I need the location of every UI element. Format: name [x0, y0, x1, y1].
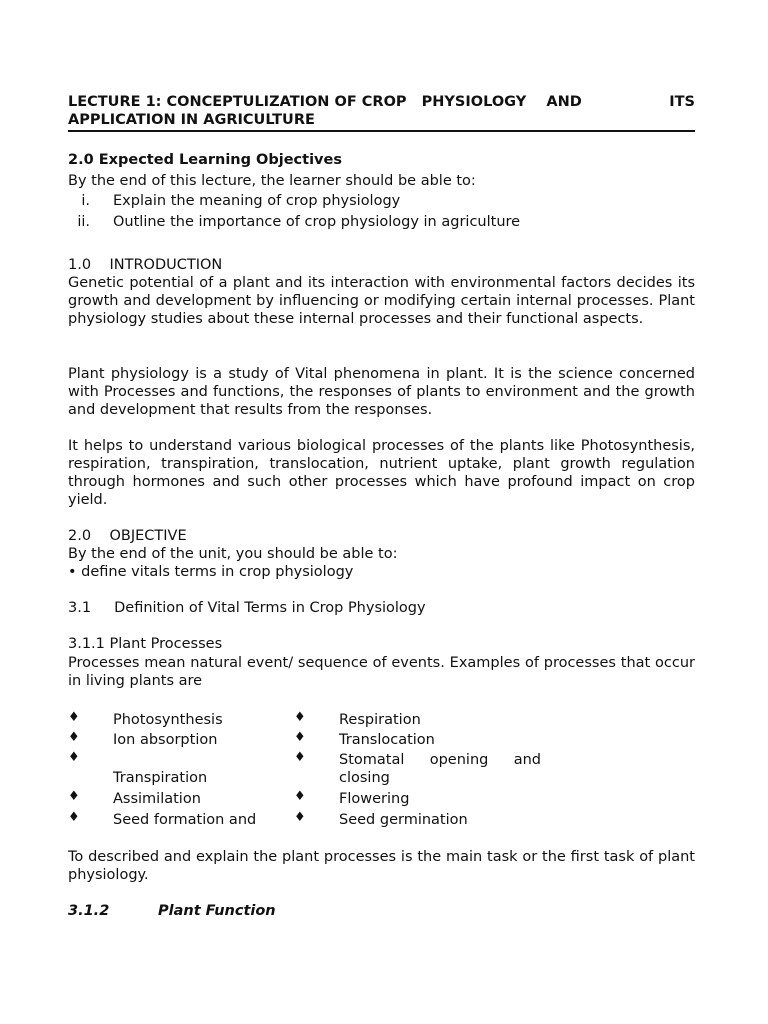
diamond-bullet-icon: ♦	[68, 710, 80, 725]
diamond-bullet-icon: ♦	[68, 789, 80, 804]
plant-function-num: 3.1.2	[68, 903, 110, 919]
diamond-bullet-icon: ♦	[294, 750, 306, 765]
diamond-bullet-icon: ♦	[68, 730, 80, 745]
process-item-label: Seed formation and	[113, 812, 257, 828]
diamond-bullet-icon: ♦	[294, 810, 306, 825]
plant-processes-heading: 3.1.1 Plant Processes	[68, 636, 223, 652]
process-item-label-stomatal	[339, 752, 541, 768]
process-item-label: Respiration	[339, 712, 421, 728]
introduction-para-3: It helps to understand various biological processes of the plants like Photosynthesis, respiration, transpiration, translocation, nutrient uptake, plant growth regulation through hormones and such other processes which have profound impact on crop yield.	[68, 438, 695, 508]
objective-heading: 2.0 OBJECTIVE	[68, 528, 187, 544]
plant-function-label: Plant Function	[158, 903, 276, 919]
title-line2: APPLICATION IN AGRICULTURE	[68, 112, 315, 128]
objective-item-2-text: Outline the importance of crop physiology in agriculture	[113, 214, 521, 230]
title-underline	[68, 130, 695, 132]
stomatal-word: Stomatal	[339, 752, 405, 768]
diamond-bullet-icon: ♦	[68, 750, 80, 765]
objectives-heading: 2.0 Expected Learning Objectives	[68, 152, 342, 168]
objective-item-2	[68, 214, 668, 230]
introduction-heading: 1.0 INTRODUCTION	[68, 257, 223, 273]
closing-para: To described and explain the plant processes is the main task or the first task of plant physiology.	[68, 849, 695, 883]
opening-word: opening	[429, 752, 489, 768]
process-item-label: Assimilation	[113, 791, 201, 807]
objective-item-1-num: i.	[81, 193, 90, 209]
process-item-label: Transpiration	[113, 770, 208, 786]
objective-intro: By the end of the unit, you should be able to:	[68, 546, 398, 562]
plant-processes-para: Processes mean natural event/ sequence of events. Examples of processes that occur in living plants are	[68, 655, 695, 689]
plant-function-heading	[68, 902, 695, 920]
process-item-label: Seed germination	[339, 812, 468, 828]
closing-word: closing	[339, 770, 390, 786]
title-line1-left: LECTURE 1: CONCEPTULIZATION OF CROP PHYSIOLOGY AND	[68, 94, 582, 110]
process-item-label: Ion absorption	[113, 732, 218, 748]
lecture-title	[68, 93, 695, 129]
diamond-bullet-icon: ♦	[68, 810, 80, 825]
process-item-label: Translocation	[339, 732, 435, 748]
and-word: and	[513, 752, 541, 768]
objective-item-1-text: Explain the meaning of crop physiology	[113, 193, 401, 209]
process-item-label: Flowering	[339, 791, 410, 807]
title-line1-right: ITS	[669, 94, 695, 110]
objective-item-2-num: ii.	[77, 214, 90, 230]
objective-bullet: • define vitals terms in crop physiology	[68, 564, 354, 580]
definition-heading: 3.1 Definition of Vital Terms in Crop Physiology	[68, 600, 426, 616]
diamond-bullet-icon: ♦	[294, 789, 306, 804]
introduction-para-2: Plant physiology is a study of Vital phenomena in plant. It is the science concerned with Processes and functions, the responses of plants to environment and the growth and development that results from the responses.	[68, 366, 695, 418]
process-item-label: Photosynthesis	[113, 712, 223, 728]
objectives-intro: By the end of this lecture, the learner should be able to:	[68, 173, 476, 189]
diamond-bullet-icon: ♦	[294, 730, 306, 745]
introduction-para-1: Genetic potential of a plant and its interaction with environmental factors decides its growth and development by influencing or modifying certain internal processes. Plant physiology studies about these internal processes and their functional aspects.	[68, 275, 695, 327]
diamond-bullet-icon: ♦	[294, 710, 306, 725]
objective-item-1	[68, 193, 668, 209]
